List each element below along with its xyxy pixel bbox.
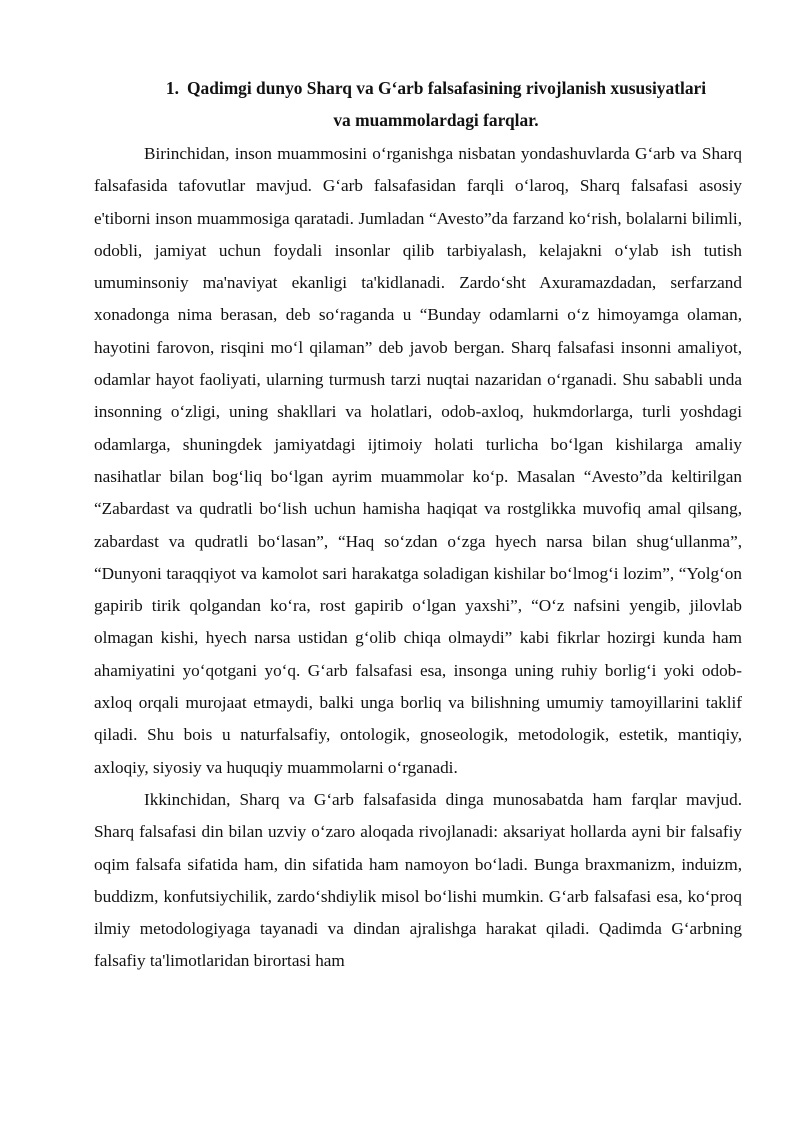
paragraph-second: Ikkinchidan, Sharq va G‘arb falsafasida dinga munosabatda ham farqlar mavjud. Sharq falsafasi din bilan uzviy o‘zaro aloqada rivojlanadi: aksariyat hollarda ayni bir falsafiy oqim falsafa sifatida ham, din sifatida ham namoyon bo‘ladi. Bunga braxmanizm, induizm, buddizm, konfutsiychilik, zardo‘shdiylik misol bo‘lishi mumkin. G‘arb falsafasi esa, ko‘proq ilmiy metodologiyaga tayanadi va dindan ajralishga harakat qiladi. Qadimda G‘arbning falsafiy ta'limotlaridan birortasi ham	[94, 789, 742, 971]
body-text	[94, 138, 742, 978]
section-heading-line-1	[112, 72, 760, 104]
paragraph-first: Birinchidan, inson muammosini o‘rganishga nisbatan yondashuvlarda G‘arb va Sharq falsafasida tafovutlar mavjud. G‘arb falsafasidan farqli o‘laroq, Sharq falsafasi asosiy e'tiborni inson muammosiga qaratadi. Jumladan “Avesto”da farzand ko‘rish, bolalarni bilimli, odobli, jamiyat uchun foydali insonlar qilib tarbiyalash, kelajakni o‘ylab ish tutish umuminsoniy ma'naviyat ekanligi ta'kidlanadi. Zardo‘sht Axuramazdadan, serfarzand xonadonga nima berasan, deb so‘raganda u “Bunday odamlarni o‘z himoyamga olaman, hayotini farovon, risqini mo‘l qilaman” deb javob bergan. Sharq falsafasi insonni amaliyot, odamlar hayot faoliyati, ularning turmush tarzi nuqtai nazaridan o‘rganadi. Shu sababli unda insonning o‘zligi, uning shakllari va holatlari, odob-axloq, hukmdorlarga, turli yoshdagi odamlarga, shuningdek jamiyatdagi ijtimoiy holati turlicha bo‘lgan kishilarga amaliy nasihatlar bilan bog‘liq bo‘lgan ayrim muammolar ko‘p. Masalan “Avesto”da keltirilgan “Zabardast va qudratli bo‘lish uchun hamisha haqiqat va rostglikka muvofiq amal qilsang, zabardast va qudratli bo‘lasan”, “Haq so‘zdan o‘zga hyech narsa bilan shug‘ullanma”, “Dunyoni taraqqiyot va kamolot sari harakatga soladigan kishilar bo‘lmog‘i lozim”, “Yolg‘on gapirib tirik qolgandan ko‘ra, rost gapirib o‘lgan yaxshi”, “O‘z nafsini yengib, jilovlab olmagan kishi, hyech narsa ustidan g‘olib chiqa olmaydi” kabi fikrlar hozirgi kunda ham ahamiyatini yo‘qotgani yo‘q. G‘arb falsafasi esa, insonga uning ruhiy borlig‘i yoki odob-axloq orqali murojaat etmaydi, balki unga borliq va bilishning umumiy tamoyillarini taklif qiladi. Shu bois u naturfalsafiy, ontologik, gnoseologik, metodologik, estetik, mantiqiy, axloqiy, siyosiy va huquqiy muammolarni o‘rganadi.	[94, 144, 742, 777]
section-number: 1.	[165, 78, 179, 98]
section-heading	[112, 72, 760, 136]
section-title-part-2: va muammolardagi farqlar.	[333, 110, 539, 130]
section-title-part-1: Qadimgi dunyo Sharq va G‘arb falsafasining rivojlanish xususiyatlari	[186, 78, 707, 98]
